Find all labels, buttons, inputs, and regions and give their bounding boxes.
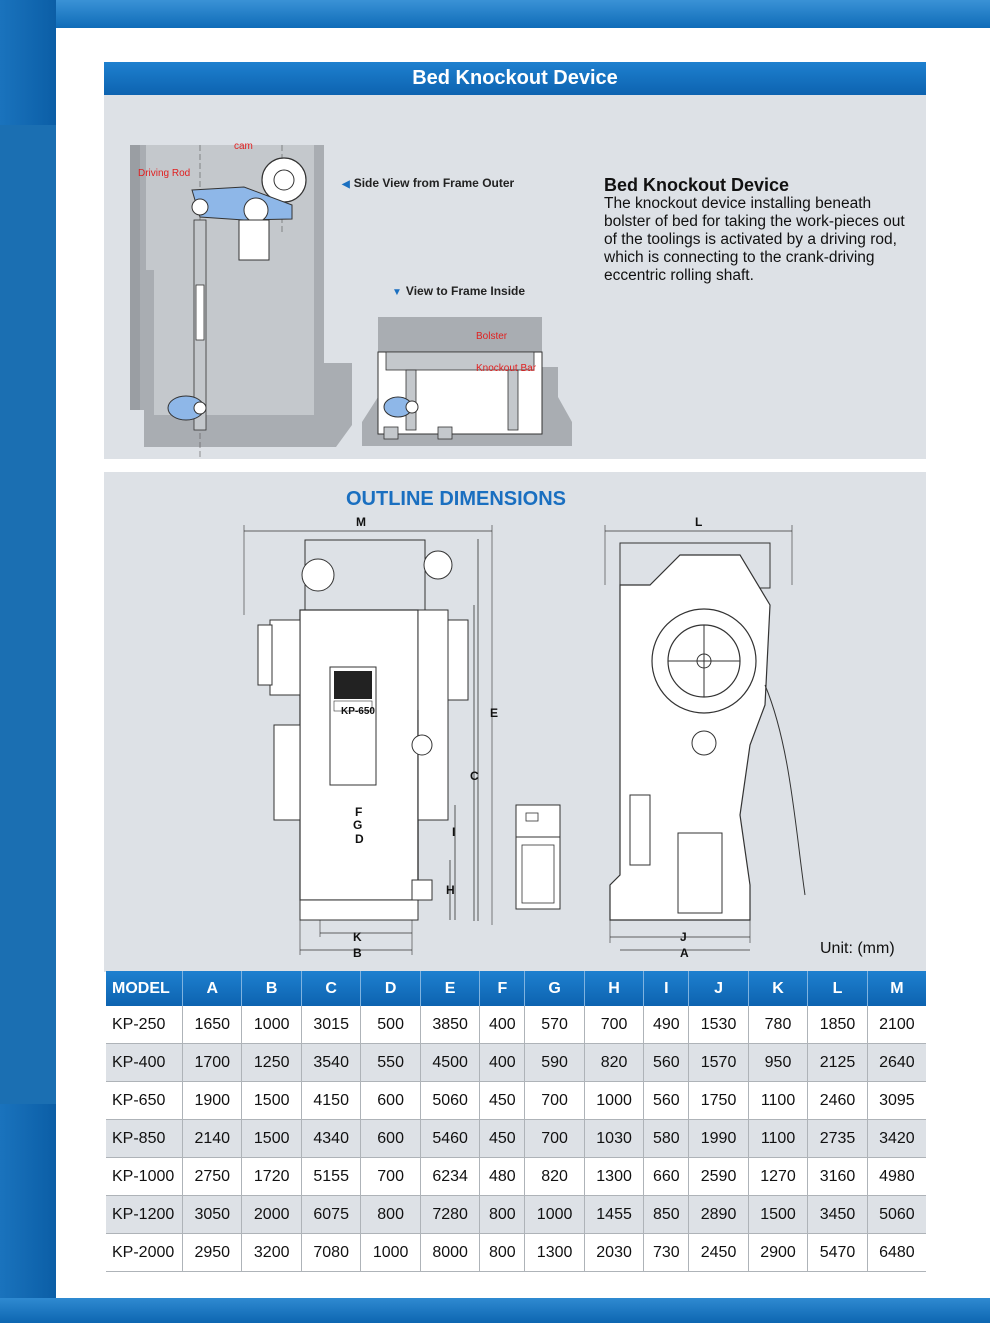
value-cell: 780 (748, 1006, 807, 1044)
model-cell: KP-650 (106, 1082, 183, 1120)
dim-g: G (353, 818, 363, 832)
header-k: K (748, 971, 807, 1006)
value-cell: 490 (644, 1006, 689, 1044)
value-cell: 4980 (867, 1158, 926, 1196)
value-cell: 3200 (242, 1234, 301, 1272)
frame-inside-drawing (360, 312, 575, 452)
value-cell: 700 (525, 1120, 584, 1158)
header-a: A (183, 971, 242, 1006)
table-row (106, 1234, 926, 1272)
value-cell: 5155 (301, 1158, 360, 1196)
value-cell: 700 (525, 1082, 584, 1120)
value-cell: 2900 (748, 1234, 807, 1272)
value-cell: 1100 (748, 1120, 807, 1158)
value-cell: 560 (644, 1082, 689, 1120)
value-cell: 800 (480, 1234, 525, 1272)
frame-inside-label: ▼ View to Frame Inside (392, 284, 526, 298)
dimensions-table (106, 971, 926, 1272)
value-cell: 5060 (420, 1082, 479, 1120)
value-cell: 1720 (242, 1158, 301, 1196)
nameplate: KP-650 (341, 706, 375, 717)
value-cell: 1650 (183, 1006, 242, 1044)
dim-e: E (490, 706, 499, 720)
value-cell: 400 (480, 1006, 525, 1044)
value-cell: 560 (644, 1044, 689, 1082)
model-cell: KP-1000 (106, 1158, 183, 1196)
value-cell: 600 (361, 1082, 420, 1120)
dim-b: B (353, 946, 362, 960)
value-cell: 1030 (584, 1120, 643, 1158)
value-cell: 2890 (689, 1196, 748, 1234)
value-cell: 3160 (808, 1158, 867, 1196)
value-cell: 480 (480, 1158, 525, 1196)
value-cell: 2950 (183, 1234, 242, 1272)
top-banner (0, 0, 990, 28)
value-cell: 8000 (420, 1234, 479, 1272)
value-cell: 1700 (183, 1044, 242, 1082)
value-cell: 850 (644, 1196, 689, 1234)
header-c: C (301, 971, 360, 1006)
value-cell: 1455 (584, 1196, 643, 1234)
value-cell: 950 (748, 1044, 807, 1082)
value-cell: 2100 (867, 1006, 926, 1044)
left-accent-top (0, 0, 56, 125)
dim-k: K (353, 930, 362, 944)
dim-c: C (470, 769, 479, 783)
unit-label: Unit: (mm) (820, 940, 895, 957)
value-cell: 700 (361, 1158, 420, 1196)
value-cell: 2000 (242, 1196, 301, 1234)
value-cell: 6075 (301, 1196, 360, 1234)
bolster-label: Bolster (476, 331, 508, 342)
cam-label: cam (234, 141, 253, 152)
knockout-description (604, 175, 914, 285)
outline-title: OUTLINE DIMENSIONS (345, 488, 566, 510)
value-cell: 550 (361, 1044, 420, 1082)
value-cell: 1300 (584, 1158, 643, 1196)
value-cell: 1000 (242, 1006, 301, 1044)
value-cell: 820 (584, 1044, 643, 1082)
value-cell: 3450 (808, 1196, 867, 1234)
table-row (106, 1044, 926, 1082)
value-cell: 1100 (748, 1082, 807, 1120)
value-cell: 1500 (748, 1196, 807, 1234)
value-cell: 5470 (808, 1234, 867, 1272)
value-cell: 2750 (183, 1158, 242, 1196)
table-body (106, 1006, 926, 1272)
value-cell: 1300 (525, 1234, 584, 1272)
section-header: Bed Knockout Device (104, 62, 926, 95)
value-cell: 730 (644, 1234, 689, 1272)
dim-m: M (356, 515, 366, 529)
header-l: L (808, 971, 867, 1006)
value-cell: 1000 (584, 1082, 643, 1120)
header-e: E (420, 971, 479, 1006)
value-cell: 4500 (420, 1044, 479, 1082)
front-view-drawing (230, 525, 500, 965)
side-outline-drawing (600, 525, 810, 955)
value-cell: 1530 (689, 1006, 748, 1044)
value-cell: 590 (525, 1044, 584, 1082)
header-i: I (644, 971, 689, 1006)
table-row (106, 1196, 926, 1234)
table-row (106, 1120, 926, 1158)
value-cell: 450 (480, 1082, 525, 1120)
value-cell: 3420 (867, 1120, 926, 1158)
value-cell: 6480 (867, 1234, 926, 1272)
control-cabinet-drawing (514, 803, 562, 913)
side-view-label: ◀ Side View from Frame Outer (342, 176, 515, 190)
value-cell: 1000 (361, 1234, 420, 1272)
dim-a: A (680, 946, 689, 960)
value-cell: 2460 (808, 1082, 867, 1120)
header-m: M (867, 971, 926, 1006)
header-b: B (242, 971, 301, 1006)
value-cell: 1850 (808, 1006, 867, 1044)
value-cell: 2450 (689, 1234, 748, 1272)
value-cell: 820 (525, 1158, 584, 1196)
value-cell: 1900 (183, 1082, 242, 1120)
value-cell: 7080 (301, 1234, 360, 1272)
value-cell: 2640 (867, 1044, 926, 1082)
dim-j: J (680, 930, 687, 944)
dim-f: F (355, 805, 363, 819)
dim-i: I (452, 825, 456, 839)
model-cell: KP-250 (106, 1006, 183, 1044)
description-title: Bed Knockout Device (604, 175, 790, 195)
left-accent-bottom (0, 1104, 56, 1323)
value-cell: 2140 (183, 1120, 242, 1158)
knockout-bar-label: Knockout Bar (476, 363, 537, 374)
model-cell: KP-400 (106, 1044, 183, 1082)
description-text: The knockout device installing beneath bolster of bed for taking the work-pieces out of the toolings is activated by a driving rod, which is connecting to the crank-driving eccentric rolling shaft. (604, 195, 905, 284)
value-cell: 1250 (242, 1044, 301, 1082)
header-model: MODEL (106, 971, 183, 1006)
dim-l: L (695, 515, 703, 529)
value-cell: 1500 (242, 1082, 301, 1120)
value-cell: 580 (644, 1120, 689, 1158)
value-cell: 2590 (689, 1158, 748, 1196)
value-cell: 3850 (420, 1006, 479, 1044)
value-cell: 3540 (301, 1044, 360, 1082)
value-cell: 5060 (867, 1196, 926, 1234)
value-cell: 4340 (301, 1120, 360, 1158)
dim-h: H (446, 883, 455, 897)
value-cell: 1990 (689, 1120, 748, 1158)
header-j: J (689, 971, 748, 1006)
value-cell: 1500 (242, 1120, 301, 1158)
value-cell: 500 (361, 1006, 420, 1044)
dim-d: D (355, 832, 364, 846)
value-cell: 3015 (301, 1006, 360, 1044)
header-f: F (480, 971, 525, 1006)
table-row (106, 1082, 926, 1120)
value-cell: 1000 (525, 1196, 584, 1234)
value-cell: 2125 (808, 1044, 867, 1082)
value-cell: 1750 (689, 1082, 748, 1120)
value-cell: 570 (525, 1006, 584, 1044)
value-cell: 450 (480, 1120, 525, 1158)
model-cell: KP-2000 (106, 1234, 183, 1272)
value-cell: 6234 (420, 1158, 479, 1196)
header-d: D (361, 971, 420, 1006)
value-cell: 7280 (420, 1196, 479, 1234)
driving-rod-label: Driving Rod (138, 168, 191, 179)
triangle-left-icon: ◀ (342, 179, 350, 190)
triangle-down-icon: ▼ (392, 287, 402, 298)
value-cell: 5460 (420, 1120, 479, 1158)
header-h: H (584, 971, 643, 1006)
value-cell: 2030 (584, 1234, 643, 1272)
table-header-row (106, 971, 926, 1006)
table-row (106, 1158, 926, 1196)
value-cell: 1270 (748, 1158, 807, 1196)
model-cell: KP-850 (106, 1120, 183, 1158)
value-cell: 800 (361, 1196, 420, 1234)
value-cell: 1570 (689, 1044, 748, 1082)
table-row (106, 1006, 926, 1044)
model-cell: KP-1200 (106, 1196, 183, 1234)
value-cell: 660 (644, 1158, 689, 1196)
bottom-banner (0, 1298, 990, 1323)
value-cell: 400 (480, 1044, 525, 1082)
value-cell: 2735 (808, 1120, 867, 1158)
value-cell: 3095 (867, 1082, 926, 1120)
value-cell: 4150 (301, 1082, 360, 1120)
header-g: G (525, 971, 584, 1006)
value-cell: 800 (480, 1196, 525, 1234)
value-cell: 600 (361, 1120, 420, 1158)
value-cell: 3050 (183, 1196, 242, 1234)
value-cell: 700 (584, 1006, 643, 1044)
